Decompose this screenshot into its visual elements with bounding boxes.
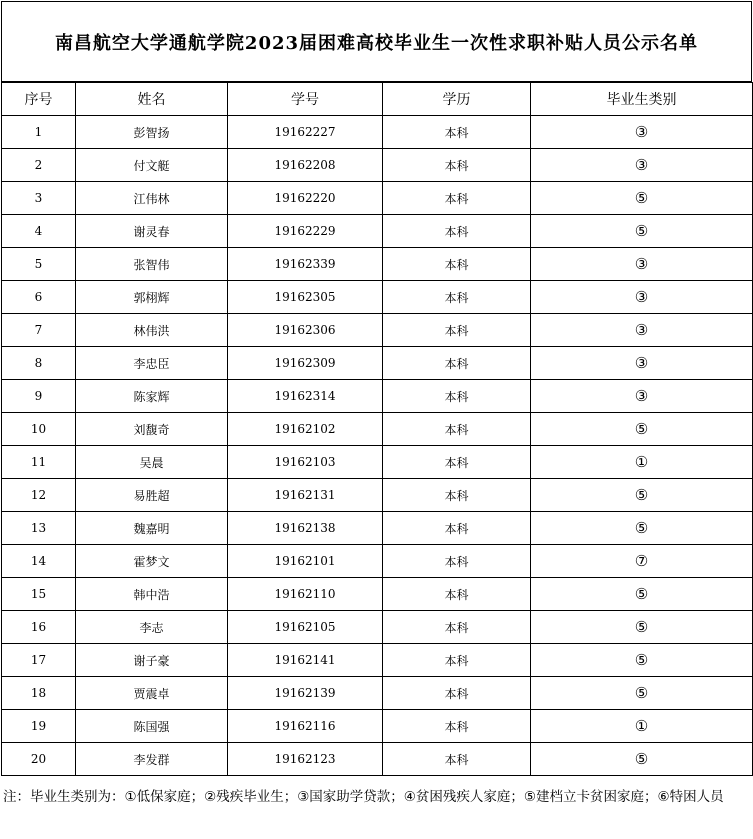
row-name: 李发群 — [76, 743, 228, 776]
row-education: 本科 — [383, 512, 531, 545]
row-serial-number: 7 — [2, 314, 76, 347]
row-education: 本科 — [383, 248, 531, 281]
row-student-id: 19162103 — [228, 446, 383, 479]
row-education: 本科 — [383, 413, 531, 446]
row-graduate-category: ⑦ — [531, 545, 753, 578]
row-name: 张智伟 — [76, 248, 228, 281]
header-education: 学历 — [383, 83, 531, 116]
row-graduate-category: ⑤ — [531, 182, 753, 215]
row-graduate-category: ③ — [531, 116, 753, 149]
row-graduate-category: ⑤ — [531, 479, 753, 512]
table-row — [2, 545, 753, 578]
row-name: 韩中浩 — [76, 578, 228, 611]
header-name: 姓名 — [76, 83, 228, 116]
row-serial-number: 15 — [2, 578, 76, 611]
row-education: 本科 — [383, 314, 531, 347]
row-student-id: 19162141 — [228, 644, 383, 677]
table-row — [2, 380, 753, 413]
table-row — [2, 149, 753, 182]
row-graduate-category: ① — [531, 446, 753, 479]
row-graduate-category: ⑤ — [531, 413, 753, 446]
row-serial-number: 19 — [2, 710, 76, 743]
row-education: 本科 — [383, 710, 531, 743]
row-graduate-category: ③ — [531, 347, 753, 380]
table-row — [2, 743, 753, 776]
row-education: 本科 — [383, 347, 531, 380]
row-graduate-category: ③ — [531, 380, 753, 413]
table-row — [2, 710, 753, 743]
table-row — [2, 413, 753, 446]
row-serial-number: 1 — [2, 116, 76, 149]
row-name: 魏嘉明 — [76, 512, 228, 545]
row-graduate-category: ③ — [531, 248, 753, 281]
row-name: 易胜超 — [76, 479, 228, 512]
row-student-id: 19162116 — [228, 710, 383, 743]
row-name: 郭栩辉 — [76, 281, 228, 314]
table-row — [2, 479, 753, 512]
row-graduate-category: ⑤ — [531, 677, 753, 710]
row-name: 付文艇 — [76, 149, 228, 182]
table-row — [2, 215, 753, 248]
row-education: 本科 — [383, 215, 531, 248]
row-name: 谢灵春 — [76, 215, 228, 248]
header-serial-number: 序号 — [2, 83, 76, 116]
row-graduate-category: ③ — [531, 149, 753, 182]
row-graduate-category: ① — [531, 710, 753, 743]
row-name: 李忠臣 — [76, 347, 228, 380]
row-name: 林伟洪 — [76, 314, 228, 347]
row-education: 本科 — [383, 446, 531, 479]
row-serial-number: 12 — [2, 479, 76, 512]
row-graduate-category: ③ — [531, 314, 753, 347]
row-graduate-category: ⑤ — [531, 743, 753, 776]
row-student-id: 19162309 — [228, 347, 383, 380]
row-education: 本科 — [383, 479, 531, 512]
table-row — [2, 446, 753, 479]
row-student-id: 19162102 — [228, 413, 383, 446]
row-name: 彭智扬 — [76, 116, 228, 149]
row-education: 本科 — [383, 545, 531, 578]
document-title: 南昌航空大学通航学院2023届困难高校毕业生一次性求职补贴人员公示名单 — [1, 1, 752, 82]
row-graduate-category: ③ — [531, 281, 753, 314]
header-student-id: 学号 — [228, 83, 383, 116]
row-serial-number: 6 — [2, 281, 76, 314]
table-row — [2, 116, 753, 149]
category-footnote: 注：毕业生类别为：①低保家庭；②残疾毕业生；③国家助学贷款；④贫困残疾人家庭；⑤建档立卡贫困家庭；⑥特困人员 — [3, 789, 724, 805]
row-student-id: 19162139 — [228, 677, 383, 710]
row-student-id: 19162110 — [228, 578, 383, 611]
row-education: 本科 — [383, 182, 531, 215]
row-student-id: 19162123 — [228, 743, 383, 776]
table-row — [2, 314, 753, 347]
row-student-id: 19162227 — [228, 116, 383, 149]
table-header-row — [2, 83, 753, 116]
row-student-id: 19162101 — [228, 545, 383, 578]
row-serial-number: 17 — [2, 644, 76, 677]
row-serial-number: 13 — [2, 512, 76, 545]
row-serial-number: 10 — [2, 413, 76, 446]
table-row — [2, 347, 753, 380]
table-row — [2, 611, 753, 644]
row-name: 陈国强 — [76, 710, 228, 743]
row-graduate-category: ⑤ — [531, 644, 753, 677]
table-row — [2, 182, 753, 215]
row-serial-number: 9 — [2, 380, 76, 413]
row-student-id: 19162208 — [228, 149, 383, 182]
row-serial-number: 8 — [2, 347, 76, 380]
row-education: 本科 — [383, 611, 531, 644]
row-graduate-category: ⑤ — [531, 611, 753, 644]
row-education: 本科 — [383, 743, 531, 776]
table-row — [2, 578, 753, 611]
row-student-id: 19162305 — [228, 281, 383, 314]
table-row — [2, 512, 753, 545]
row-name: 霍梦文 — [76, 545, 228, 578]
subsidy-list-table — [1, 82, 753, 776]
row-serial-number: 20 — [2, 743, 76, 776]
row-serial-number: 4 — [2, 215, 76, 248]
row-student-id: 19162131 — [228, 479, 383, 512]
row-education: 本科 — [383, 644, 531, 677]
row-name: 贾震卓 — [76, 677, 228, 710]
header-graduate-category: 毕业生类别 — [531, 83, 753, 116]
row-student-id: 19162220 — [228, 182, 383, 215]
row-name: 吴晨 — [76, 446, 228, 479]
row-serial-number: 11 — [2, 446, 76, 479]
row-serial-number: 5 — [2, 248, 76, 281]
row-education: 本科 — [383, 380, 531, 413]
row-graduate-category: ⑤ — [531, 512, 753, 545]
row-name: 刘馥奇 — [76, 413, 228, 446]
document-sheet — [1, 1, 752, 838]
row-serial-number: 16 — [2, 611, 76, 644]
table-row — [2, 281, 753, 314]
row-serial-number: 18 — [2, 677, 76, 710]
row-name: 陈家辉 — [76, 380, 228, 413]
row-education: 本科 — [383, 677, 531, 710]
row-student-id: 19162229 — [228, 215, 383, 248]
row-name: 谢子豪 — [76, 644, 228, 677]
row-student-id: 19162105 — [228, 611, 383, 644]
row-serial-number: 3 — [2, 182, 76, 215]
row-serial-number: 2 — [2, 149, 76, 182]
table-row — [2, 248, 753, 281]
row-name: 江伟林 — [76, 182, 228, 215]
row-education: 本科 — [383, 281, 531, 314]
row-graduate-category: ⑤ — [531, 215, 753, 248]
row-student-id: 19162314 — [228, 380, 383, 413]
row-serial-number: 14 — [2, 545, 76, 578]
row-education: 本科 — [383, 149, 531, 182]
table-row — [2, 677, 753, 710]
row-education: 本科 — [383, 578, 531, 611]
row-graduate-category: ⑤ — [531, 578, 753, 611]
row-student-id: 19162306 — [228, 314, 383, 347]
row-name: 李志 — [76, 611, 228, 644]
row-student-id: 19162138 — [228, 512, 383, 545]
row-student-id: 19162339 — [228, 248, 383, 281]
row-education: 本科 — [383, 116, 531, 149]
table-row — [2, 644, 753, 677]
